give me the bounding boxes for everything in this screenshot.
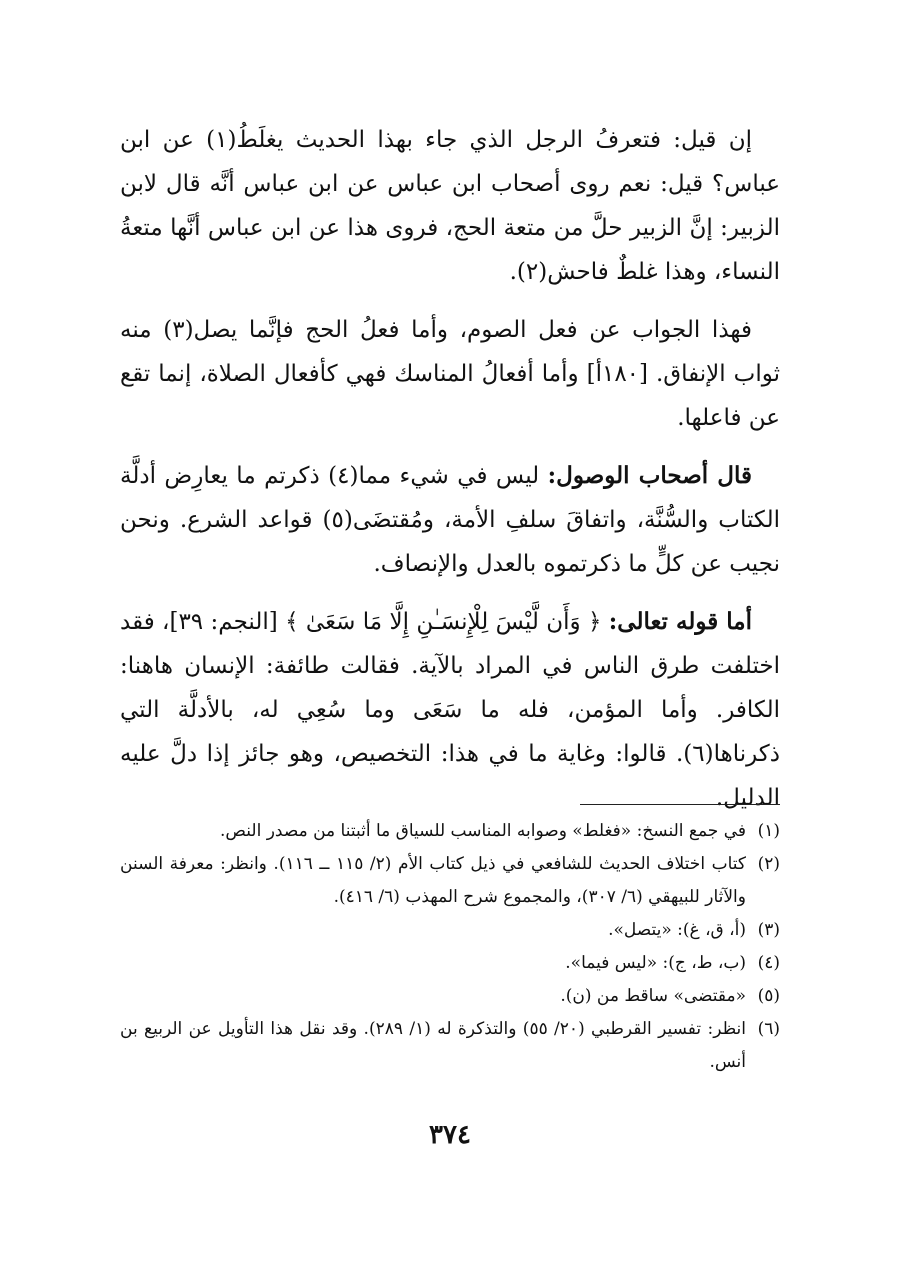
footnote-separator — [580, 804, 780, 805]
paragraph-4-lead: أما قوله تعالى: — [608, 608, 752, 635]
footnote-text: (أ، ق، غ): «يتصل». — [608, 920, 746, 940]
main-text — [120, 118, 780, 834]
footnote-1 — [120, 815, 780, 848]
footnote-number: (٢) — [757, 854, 780, 874]
footnote-number: (٦) — [757, 1019, 780, 1039]
paragraph-1: إن قيل: فتعرفُ الرجل الذي جاء بهذا الحديث يغلَطُ(١) عن ابن عباس؟ قيل: نعم روى أصحاب ابن عباس عن ابن عباس أنَّه قال لابن الزبير: إنَّ الزبير حلَّ من متعة الحج، فروى هذا عن ابن عباس أنَّها متعةُ النساء، وهذا غلطٌ فاحش(٢). — [120, 127, 780, 285]
footnote-text: انظر: تفسير القرطبي (٢٠/ ٥٥) والتذكرة له (١/ ٢٨٩). وقد نقل هذا التأويل عن الربيع بن أنس. — [120, 1019, 746, 1072]
footnote-number: (٥) — [757, 986, 780, 1006]
footnote-text: «مقتضى» ساقط من (ن). — [560, 986, 746, 1006]
footnote-5 — [120, 980, 780, 1013]
page-number: ٣٧٤ — [429, 1120, 471, 1150]
footnote-text: في جمع النسخ: «فغلط» وصوابه المناسب للسياق ما أثبتنا من مصدر النص. — [220, 821, 746, 841]
footnote-2 — [120, 848, 780, 914]
paragraph-4-text: ﴿ وَأَن لَّيْسَ لِلْإِنسَـٰنِ إِلَّا مَا سَعَىٰ ﴾ [النجم: ٣٩]، فقد اختلفت طرق الناس في المراد بالآية. فقالت طائفة: الإنسان هاهنا: الكافر. وأما المؤمن، فله ما سَعَى وما سُعِي له، بالأدلَّة التي ذكرناها(٦). قالوا: وغاية ما في هذا: التخصيص، وهو جائز إذا دلَّ عليه الدليل. — [120, 609, 780, 811]
footnote-6 — [120, 1013, 780, 1079]
footnote-4 — [120, 947, 780, 980]
footnote-text: كتاب اختلاف الحديث للشافعي في ذيل كتاب الأم (٢/ ١١٥ ــ ١١٦). وانظر: معرفة السنن والآثار للبيهقي (٦/ ٣٠٧)، والمجموع شرح المهذب (٦/ ٤١٦). — [120, 854, 746, 907]
footnote-text: (ب، ط، ج): «ليس فيما». — [565, 953, 746, 973]
paragraph-3-lead: قال أصحاب الوصول: — [547, 462, 752, 489]
footnotes — [120, 815, 780, 1079]
paragraph-4 — [120, 600, 780, 820]
paragraph-3-text: ليس في شيء مما(٤) ذكرتم ما يعارِض أدلَّة الكتاب والسُّنَّة، واتفاقَ سلفِ الأمة، ومُقتضَى(٥) قواعد الشرع. ونحن نجيب عن كلٍّ ما ذكرتموه بالعدل والإنصاف. — [120, 463, 780, 577]
footnote-3 — [120, 914, 780, 947]
paragraph-3 — [120, 454, 780, 586]
footnote-number: (٤) — [757, 953, 780, 973]
footnote-number: (١) — [757, 821, 780, 841]
paragraph-2: فهذا الجواب عن فعل الصوم، وأما فعلُ الحج فإنَّما يصل(٣) منه ثواب الإنفاق. [١٨٠أ] وأما أفعالُ المناسك فهي كأفعال الصلاة، إنما تقع عن فاعلها. — [120, 317, 780, 431]
footnote-number: (٣) — [757, 920, 780, 940]
